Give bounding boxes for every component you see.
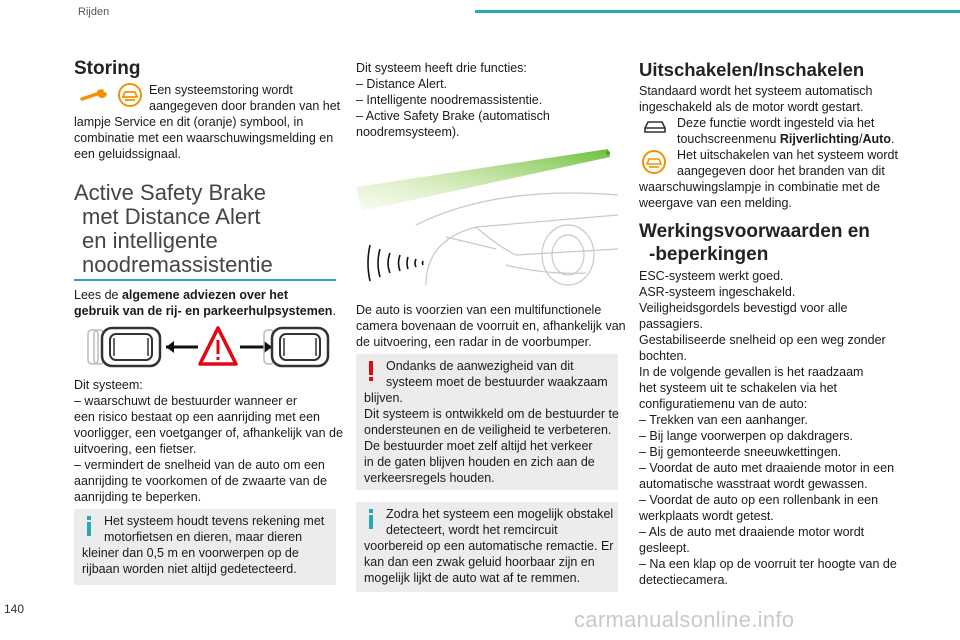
text-line: ondersteunen en de veiligheid te verbeteren. — [364, 423, 612, 437]
text-line: – waarschuwt de bestuurder wanneer er — [74, 394, 298, 408]
text-line: automatische wasstraat wordt gewassen. — [639, 477, 868, 491]
text-line: kan dan een zwak geluid hoorbaar zijn en — [364, 555, 595, 569]
touch-prefix: touchscreenmenu — [677, 132, 780, 146]
text-line: Dit systeem heeft drie functies: — [356, 61, 527, 75]
info-icon — [364, 508, 378, 530]
text-line: – Bij gemonteerde sneeuwkettingen. — [639, 445, 842, 459]
text-line: De bestuurder moet zelf altijd het verkeer — [364, 439, 593, 453]
text-line: aangegeven door branden van het — [149, 99, 341, 113]
text-line: ESC-systeem werkt goed. — [639, 269, 784, 283]
text-line: lampje Service en dit (oranje) symbool, in — [74, 115, 304, 129]
text-line: combinatie met een waarschuwingsmelding en — [74, 131, 334, 145]
conditions-heading — [639, 220, 870, 266]
text-line: – Voordat de auto met draaiende motor in een — [639, 461, 895, 475]
exclamation-icon — [364, 360, 378, 382]
section-title: Rijden — [78, 6, 110, 18]
text-line: in de gaten blijven houden en zich aan de — [364, 455, 595, 469]
text-line: noodremsysteem). — [356, 125, 460, 139]
text-line: – vermindert de snelheid van de auto om een — [74, 458, 325, 472]
text-line: verkeersregels houden. — [364, 471, 495, 485]
text-line: Veiligheidsgordels bevestigd voor alle — [639, 301, 848, 315]
text-line: aangegeven door het branden van dit — [677, 164, 885, 178]
car-outline-icon — [643, 118, 667, 134]
text-line: waarschuwingslampje in combinatie met de — [639, 180, 881, 194]
heading-line: Active Safety Brake — [74, 180, 266, 205]
text-line: weergave van een melding. — [639, 196, 792, 210]
info-note-detection — [74, 509, 336, 585]
heading-line: -beperkingen — [649, 244, 769, 265]
text-line: een risico bestaat op een aanrijding met een — [74, 410, 320, 424]
text-line: Het uitschakelen van het systeem wordt — [677, 148, 898, 162]
heading-line: noodremassistentie — [82, 252, 273, 277]
text-line: Deze functie wordt ingesteld via het — [677, 116, 875, 130]
text-line: detecteert, wordt het remcircuit — [386, 523, 558, 537]
watermark: carmanualsonline.info — [574, 607, 795, 632]
text-line: detectiecamera. — [639, 573, 728, 587]
menu-auto: Auto — [862, 132, 891, 146]
text-line: blijven. — [364, 391, 403, 405]
system-description — [74, 377, 343, 505]
text-line: een geluidssignaal. — [74, 147, 182, 161]
text-line: Gestabiliseerde snelheid op een weg zonder — [639, 333, 886, 347]
page-number: 140 — [4, 602, 25, 616]
text-line: voorligger, een voetganger of, afhankelijk van de — [74, 426, 343, 440]
text-line: kleiner dan 0,5 m en voorwerpen op de — [82, 546, 299, 560]
text-line: – Intelligente noodremassistentie. — [356, 93, 543, 107]
text-line: aanrijding te beperken. — [74, 490, 202, 504]
text-line: motorfietsen en dieren, maar dieren — [104, 530, 303, 544]
distance-alert-illustration — [84, 324, 332, 372]
text-line: – Trekken van een aanhanger. — [639, 413, 808, 427]
advice-text — [74, 287, 336, 319]
text-line: bochten. — [639, 349, 687, 363]
conditions-text — [639, 268, 897, 588]
warning-note-vigilance — [356, 354, 618, 490]
radar-waves — [368, 245, 423, 281]
text-line: In de volgende gevallen is het raadzaam — [639, 365, 864, 379]
text-line: mogelijk lijkt de auto wat af te remmen. — [364, 571, 581, 585]
switch-text — [639, 83, 895, 115]
text-line: – Distance Alert. — [356, 77, 448, 91]
lamp-text — [639, 147, 897, 211]
advice-suffix: . — [332, 304, 336, 318]
switch-heading: Uitschakelen/Inschakelen — [639, 59, 865, 80]
car-front-icon — [272, 328, 328, 366]
text-line: de uitvoering, een radar in de voorbumper. — [356, 335, 592, 349]
text-line: systeem moet de bestuurder waakzaam — [386, 375, 608, 389]
text-line: Dit systeem: — [74, 378, 143, 392]
advice-bold: algemene adviezen over het gebruik van de rij- en parkeerhulpsystemen — [74, 288, 333, 318]
menu-rijverlichting: Rijverlichting — [779, 132, 860, 146]
info-note-brake-prep — [356, 502, 618, 592]
text-line: uitvoering, een fietser. — [74, 442, 197, 456]
header-accent-bar — [475, 10, 960, 13]
car-camera-radar-illustration — [356, 145, 618, 293]
text-line: passagiers. — [639, 317, 703, 331]
car-rear-icon — [102, 328, 160, 366]
text-line: Een systeemstoring wordt — [149, 83, 293, 97]
text-line: Dit systeem is ontwikkeld om de bestuurder te — [364, 407, 619, 421]
text-line: – Voordat de auto op een rollenbank in een — [639, 493, 879, 507]
text-line: – Active Safety Brake (automatisch — [356, 109, 550, 123]
warning-triangle-icon — [200, 328, 236, 364]
text-line: ingeschakeld als de motor wordt gestart. — [639, 100, 864, 114]
text-line: het systeem uit te schakelen via het — [639, 381, 838, 395]
storing-heading: Storing — [74, 58, 141, 79]
menu-separator: / — [859, 132, 863, 146]
text-line: Het systeem houdt tevens rekening met — [104, 514, 325, 528]
heading-line: met Distance Alert — [82, 204, 261, 229]
text-line: Zodra het systeem een mogelijk obstakel — [386, 507, 614, 521]
text-line: Standaard wordt het systeem automatisch — [639, 84, 873, 98]
text-line: voorbereid op een automatische remactie. Er — [364, 539, 614, 553]
text-line: werkplaats wordt getest. — [639, 509, 774, 523]
storing-text — [74, 82, 341, 162]
text-line: Ondanks de aanwezigheid van dit — [386, 359, 574, 373]
text-line: rijbaan worden niet altijd gedetecteerd. — [82, 562, 297, 576]
text-line: camera bovenaan de voorruit en, afhankelijk van — [356, 319, 626, 333]
text-line: configuratiemenu van de auto: — [639, 397, 808, 411]
heading-line: en intelligente — [82, 228, 218, 253]
text-line: aanrijding te voorkomen of de zwaarte van de — [74, 474, 327, 488]
heading-line: Werkingsvoorwaarden en — [639, 221, 870, 242]
functions-list — [356, 60, 618, 140]
text-line: gesleept. — [639, 541, 690, 555]
info-icon — [82, 515, 96, 537]
advice-prefix: Lees de — [74, 288, 122, 302]
text-line: ASR-systeem ingeschakeld. — [639, 285, 796, 299]
text-line: De auto is voorzien van een multifunctionele — [356, 303, 602, 317]
text-line: – Als de auto met draaiende motor wordt — [639, 525, 865, 539]
asb-heading — [74, 181, 273, 277]
camera-radar-text — [356, 302, 626, 350]
touch-suffix: . — [890, 132, 895, 146]
text-line: – Bij lange voorwerpen op dakdragers. — [639, 429, 854, 443]
heading-rule — [74, 279, 336, 281]
touchscreen-text — [677, 115, 897, 147]
text-line: – Na een klap op de voorruit ter hoogte van de — [639, 557, 897, 571]
